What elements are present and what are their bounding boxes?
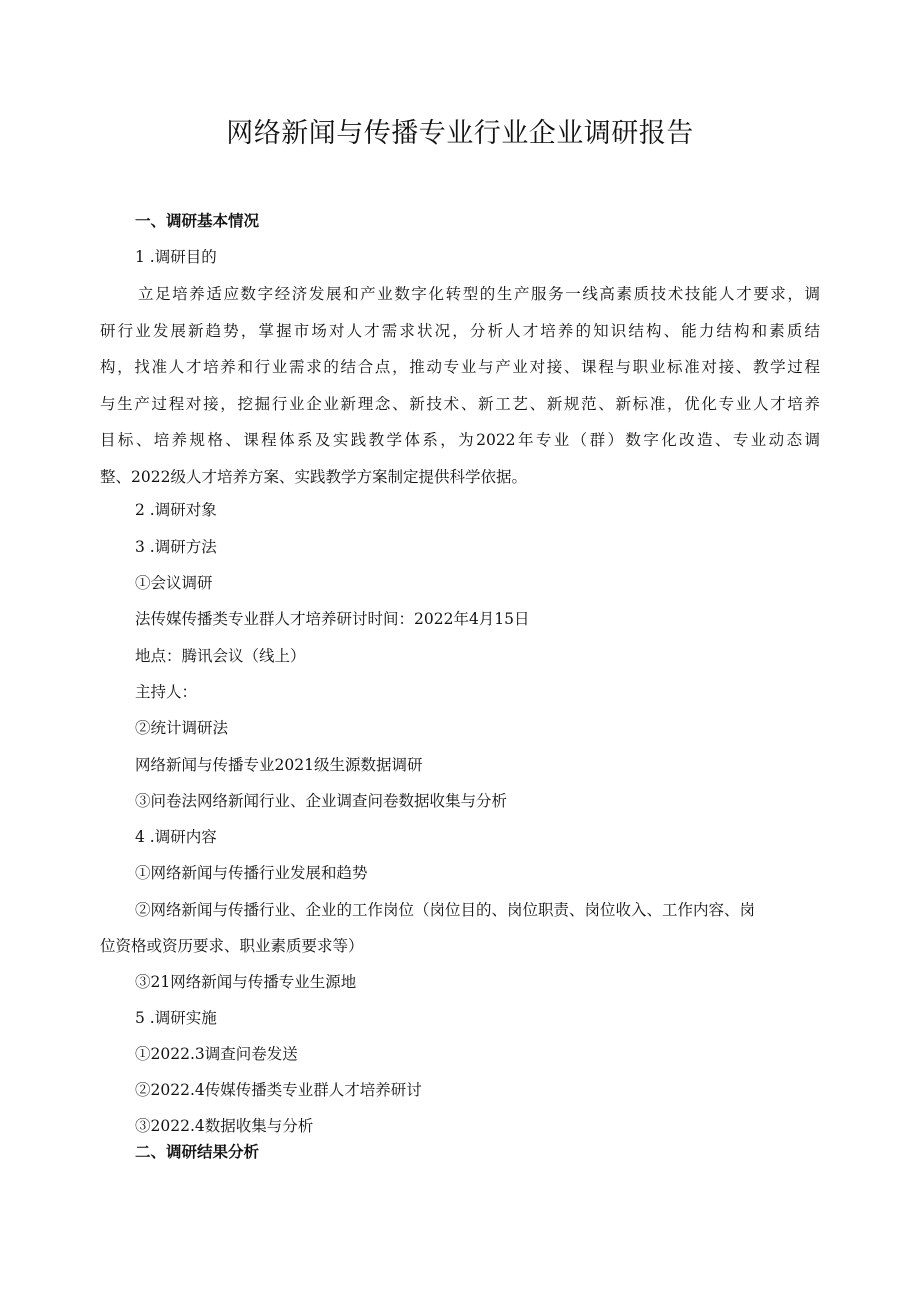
content-positions [100,892,821,964]
method-questionnaire: ③问卷法网络新闻行业、企业调查问卷数据收集与分析 [135,792,508,810]
paragraph-line: 目标、培养规格、课程体系及实践教学体系，为2022年专业（群）数字化改造、专业动态调 [100,431,820,449]
document-title: 网络新闻与传播专业行业企业调研报告 [226,118,694,149]
method-statistics: ②统计调研法 [135,719,229,737]
section-heading-basic-info: 一、调研基本情况 [135,212,260,230]
content-origin: ③21网络新闻与传播专业生源地 [135,973,357,991]
item-heading-purpose: 1 .调研目的 [135,248,217,266]
item-heading-methods: 3 .调研方法 [135,538,217,556]
paragraph-line: ②网络新闻与传播行业、企业的工作岗位（岗位目的、岗位职责、岗位收入、工作内容、岗 [135,901,756,919]
item-heading-content: 4 .调研内容 [135,828,217,846]
paragraph-line: 位资格或资历要求、职业素质要求等） [100,937,364,955]
purpose-paragraph [100,276,820,495]
section-heading-results: 二、调研结果分析 [135,1143,260,1161]
implementation-step-3: ③2022.4数据收集与分析 [135,1117,314,1135]
paragraph-line: 与生产过程对接，挖掘行业企业新理念、新技术、新工艺、新规范、新标准，优化专业人才培养 [100,394,820,413]
method-statistics-detail: 网络新闻与传播专业2021级生源数据调研 [135,756,423,774]
paragraph-line: 整、2022级人才培养方案、实践教学方案制定提供科学依据。 [100,467,527,486]
paragraph-line: 构，找准人才培养和行业需求的结合点，推动专业与产业对接、课程与职业标准对接、教学过程 [100,358,820,376]
content-trend: ①网络新闻与传播行业发展和趋势 [135,864,368,882]
item-heading-subjects: 2 .调研对象 [135,501,217,519]
method-meeting-host: 主持人： [135,683,198,701]
paragraph-line: 研行业发展新趋势，掌握市场对人才需求状况，分析人才培养的知识结构、能力结构和素质结 [100,321,820,340]
method-meeting-time: 法传媒传播类专业群人才培养研讨时间：2022年4月15日 [135,610,530,628]
implementation-step-2: ②2022.4传媒传播类专业群人才培养研讨 [135,1081,422,1099]
method-meeting-place: 地点：腾讯会议（线上） [135,647,306,665]
paragraph-line: 立足培养适应数字经济发展和产业数字化转型的生产服务一线高素质技术技能人才要求，调 [138,285,820,303]
implementation-step-1: ①2022.3调查问卷发送 [135,1045,298,1063]
method-meeting: ①会议调研 [135,574,213,592]
item-heading-implementation: 5 .调研实施 [135,1009,217,1027]
